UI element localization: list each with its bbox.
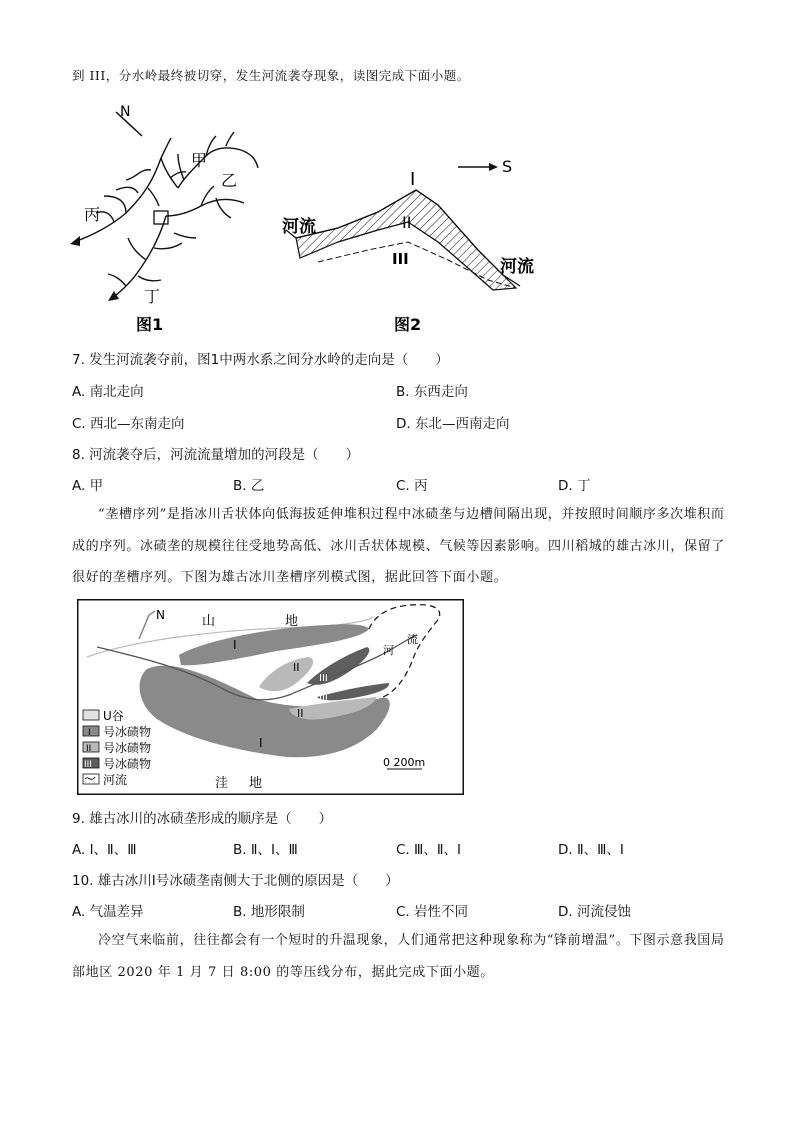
lowland-label-1: 洼 xyxy=(215,776,229,791)
region-iii-upper: III xyxy=(319,673,328,684)
region-i-lower: I xyxy=(259,736,263,750)
south-label: S xyxy=(502,157,513,176)
label-ding: 丁 xyxy=(144,287,161,306)
river-label-2: 流 xyxy=(407,633,418,646)
river-network xyxy=(74,132,258,298)
region-i-upper: I xyxy=(233,638,237,652)
region-ii-upper: II xyxy=(293,661,300,674)
scale-label: 0 200m xyxy=(383,756,426,769)
q8-option-a[interactable]: A. 甲 xyxy=(72,478,104,494)
q10-option-b[interactable]: B. 地形限制 xyxy=(233,904,305,920)
q7-option-a[interactable]: A. 南北走向 xyxy=(72,384,144,400)
passage-moraine: “垄槽序列”是指冰川舌状体向低海拔延伸堆积过程中冰碛垄与边槽间隔出现，并按照时间顺序多次堆积而成的序列。冰碛垄的规模往往受地势高低、冰川舌状体规模、气候等因素影响。四川稻城的雄古冰川，保留了很好的垄槽序列。下图为雄古冰川垄槽序列模式图，据此回答下面小题。 xyxy=(72,507,725,585)
q9-option-a[interactable]: A. Ⅰ、Ⅱ、Ⅲ xyxy=(72,842,137,858)
q8-option-d[interactable]: D. 丁 xyxy=(558,478,591,494)
q10-option-a[interactable]: A. 气温差异 xyxy=(72,904,144,920)
fig1-arrow-ding xyxy=(108,291,119,301)
question-8-stem: 8. 河流袭夺后，河流流量增加的河段是（ ） xyxy=(72,447,360,463)
q9-option-c[interactable]: C. Ⅲ、Ⅱ、Ⅰ xyxy=(396,842,461,858)
fig1-arrow-bing xyxy=(70,236,80,246)
river-left-label: 河流 xyxy=(282,217,316,237)
mountain-label-1: 山 xyxy=(202,614,216,629)
q10-option-c[interactable]: C. 岩性不同 xyxy=(396,904,469,920)
mountain-label-2: 地 xyxy=(285,614,299,629)
label-jia: 甲 xyxy=(191,151,208,170)
caption-fig2: 图2 xyxy=(394,315,422,334)
q7-option-d[interactable]: D. 东北—西南走向 xyxy=(396,416,510,432)
label-i: I xyxy=(410,169,416,190)
legend-u-valley: U谷 xyxy=(103,709,124,723)
south-arrowhead xyxy=(489,163,498,171)
label-bing: 丙 xyxy=(84,205,101,224)
q7-option-b[interactable]: B. 东西走向 xyxy=(396,384,468,400)
region-ii-lower: II xyxy=(297,707,304,720)
legend-ii-label: 号冰碛物 xyxy=(103,741,152,755)
q10-option-d[interactable]: D. 河流侵蚀 xyxy=(558,904,631,920)
passage-front-warming: 冷空气来临前，往往都会有一个短时的升温现象，人们通常把这种现象称为“锋前增温”。下图示意我国局部地区 2020 年 1 月 7 日 8:00 的等压线分布，据此完成下面小题。 xyxy=(72,933,725,980)
legend-i-mark: I xyxy=(88,728,91,738)
figure-1-river-system xyxy=(66,98,266,338)
q9-option-b[interactable]: B. Ⅱ、Ⅰ、Ⅲ xyxy=(233,842,298,858)
legend-river-label: 河流 xyxy=(103,773,128,787)
fig3-north-label: N xyxy=(156,608,165,622)
lowland-label-2: 地 xyxy=(249,776,263,791)
intro-tail: 到 III，分水岭最终被切穿，发生河流袭夺现象，读图完成下面小题。 xyxy=(72,68,470,83)
q9-option-d[interactable]: D. Ⅱ、Ⅲ、Ⅰ xyxy=(558,842,624,858)
region-iii-lower: III xyxy=(319,694,328,705)
label-iii: III xyxy=(392,250,409,268)
caption-fig1: 图1 xyxy=(136,315,164,334)
hatched-rock xyxy=(296,190,516,290)
legend-iii-mark: III xyxy=(84,760,92,770)
question-9-stem: 9. 雄古冰川的冰碛垄形成的顺序是（ ） xyxy=(72,811,333,827)
question-10-stem: 10. 雄古冰川Ⅰ号冰碛垄南侧大于北侧的原因是（ ） xyxy=(72,873,399,889)
figure-3-moraine-map xyxy=(77,599,464,795)
label-yi: 乙 xyxy=(221,171,238,190)
north-label: N xyxy=(120,104,131,120)
river-right-label: 河流 xyxy=(500,257,534,277)
q8-option-b[interactable]: B. 乙 xyxy=(233,478,265,494)
figure-2-cross-section xyxy=(278,150,548,340)
label-ii: II xyxy=(402,213,412,232)
q7-option-c[interactable]: C. 西北—东南走向 xyxy=(72,416,185,432)
legend-ii-mark: II xyxy=(86,744,92,754)
river-label-1: 河 xyxy=(383,644,394,657)
legend-i-label: 号冰碛物 xyxy=(103,725,152,739)
question-7-stem: 7. 发生河流袭夺前，图1中两水系之间分水岭的走向是（ ） xyxy=(72,352,449,368)
q8-option-c[interactable]: C. 丙 xyxy=(396,478,428,494)
legend-iii-label: 号冰碛物 xyxy=(103,757,152,771)
